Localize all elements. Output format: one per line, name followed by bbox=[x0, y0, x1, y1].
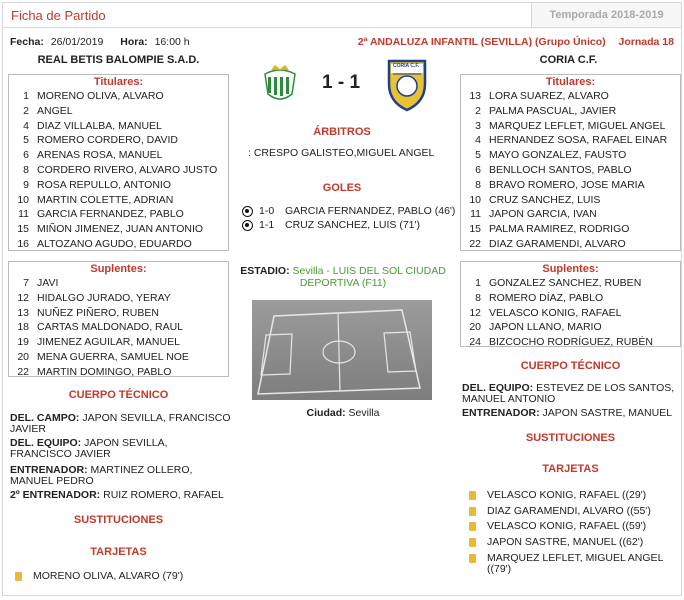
card-text: DIAZ GARAMENDI, ALVARO ((55') bbox=[487, 504, 651, 517]
player-number: 13 bbox=[17, 306, 29, 319]
player-name[interactable]: MARTIN COLETTE, ADRIAN bbox=[37, 193, 174, 206]
away-staff-entry bbox=[462, 408, 684, 419]
staff-name: JAPON SEVILLA, FRANCISCO JAVIER bbox=[10, 412, 231, 435]
page-title: Ficha de Partido bbox=[11, 8, 106, 23]
home-starter-player-row[interactable] bbox=[9, 163, 228, 178]
home-staff-entry bbox=[10, 438, 232, 460]
away-sub-player-row[interactable] bbox=[461, 306, 680, 321]
player-name[interactable]: BIZCOCHO RODRÍGUEZ, RUBÉN bbox=[489, 336, 653, 349]
player-name[interactable]: JAPON LLANO, MARIO bbox=[489, 321, 602, 334]
home-substitutions-heading: SUSTITUCIONES bbox=[73, 514, 164, 526]
away-starter-player-row[interactable] bbox=[461, 237, 680, 252]
away-staff-entry bbox=[462, 383, 677, 405]
home-sub-player-row[interactable] bbox=[9, 320, 228, 335]
date-label: Fecha: bbox=[10, 36, 44, 48]
player-name[interactable]: DIAZ VILLALBA, MANUEL bbox=[37, 119, 162, 132]
home-starter-player-row[interactable] bbox=[9, 193, 228, 208]
staff-name: JAPON SASTRE, MANUEL bbox=[542, 407, 673, 419]
football-icon bbox=[242, 206, 253, 217]
away-starter-player-row[interactable] bbox=[461, 193, 680, 208]
home-starters-title: Titulares: bbox=[93, 76, 144, 88]
away-substitutions-heading: SUSTITUCIONES bbox=[525, 432, 616, 444]
away-starter-player-row[interactable] bbox=[461, 89, 680, 104]
away-sub-player-row[interactable] bbox=[461, 276, 680, 291]
match-date-time bbox=[10, 36, 190, 48]
away-subs-list bbox=[461, 276, 680, 350]
player-number: 6 bbox=[475, 163, 481, 176]
player-number: 20 bbox=[17, 350, 29, 363]
home-card-item bbox=[15, 571, 183, 582]
yellow-card-icon bbox=[469, 507, 476, 516]
away-subs-title: Suplentes: bbox=[542, 263, 599, 275]
player-number: 8 bbox=[475, 291, 481, 304]
goals-heading: GOLES bbox=[322, 182, 362, 194]
stadium-name[interactable]: Sevilla - LUIS DEL SOL CIUDAD DEPORTIVA (F11) bbox=[292, 265, 446, 289]
player-name[interactable]: MENA GUERRA, SAMUEL NOE bbox=[37, 350, 189, 363]
yellow-card-icon bbox=[15, 572, 22, 581]
player-number: 4 bbox=[475, 134, 481, 147]
season-tab[interactable]: Temporada 2018-2019 bbox=[531, 3, 681, 27]
city-info bbox=[240, 407, 446, 419]
player-name[interactable]: GARCIA FERNANDEZ, PABLO bbox=[37, 208, 184, 221]
player-name[interactable]: ARENAS ROSA, MANUEL bbox=[37, 149, 163, 162]
player-name[interactable]: GONZALEZ SANCHEZ, RUBEN bbox=[489, 277, 642, 289]
staff-role: DEL. EQUIPO: bbox=[10, 437, 82, 449]
player-name[interactable]: JAVI bbox=[37, 277, 59, 289]
staff-role: ENTRENADOR: bbox=[10, 464, 88, 476]
away-starters-title: Titulares: bbox=[545, 76, 596, 88]
home-subs-title: Suplentes: bbox=[90, 263, 147, 275]
player-name[interactable]: ALTOZANO AGUDO, EDUARDO bbox=[37, 237, 192, 250]
player-number: 3 bbox=[475, 119, 481, 132]
football-pitch-icon bbox=[252, 300, 432, 400]
home-starter-player-row[interactable] bbox=[9, 104, 228, 119]
away-starter-player-row[interactable] bbox=[461, 119, 680, 134]
yellow-card-icon bbox=[469, 538, 476, 547]
player-number: 8 bbox=[23, 163, 29, 176]
card-text: MORENO OLIVA, ALVARO (79') bbox=[33, 570, 184, 582]
player-number: 2 bbox=[23, 104, 29, 117]
player-number: 16 bbox=[17, 237, 29, 250]
goal-scorer: CRUZ SANCHEZ, LUIS (71') bbox=[285, 219, 421, 231]
player-number: 11 bbox=[470, 208, 481, 221]
away-team-name[interactable]: CORIA C.F. bbox=[539, 54, 598, 66]
home-badge[interactable] bbox=[259, 64, 301, 107]
player-number: 1 bbox=[475, 277, 481, 289]
player-number: 4 bbox=[23, 119, 29, 132]
yellow-card-icon bbox=[469, 491, 476, 500]
staff-role: DEL. EQUIPO: bbox=[462, 382, 534, 394]
home-cards-heading: TARJETAS bbox=[90, 546, 147, 558]
city-label: Ciudad: bbox=[306, 407, 346, 419]
player-name[interactable]: BRAVO ROMERO, JOSE MARIA bbox=[489, 178, 645, 191]
home-sub-player-row[interactable] bbox=[9, 291, 228, 306]
away-starters-list bbox=[461, 89, 680, 252]
home-starter-player-row[interactable] bbox=[9, 237, 228, 252]
player-name[interactable]: MIÑON JIMENEZ, JUAN ANTONIO bbox=[37, 223, 204, 236]
player-name[interactable]: MAYO GONZALEZ, FAUSTO bbox=[489, 149, 627, 162]
player-number: 5 bbox=[23, 134, 29, 147]
staff-role: 2º ENTRENADOR: bbox=[10, 489, 101, 501]
player-name[interactable]: JAPON GARCIA, IVAN bbox=[489, 208, 597, 221]
goal-item bbox=[242, 205, 455, 218]
player-number: 10 bbox=[17, 193, 29, 206]
player-name[interactable]: JIMENEZ AGUILAR, MANUEL bbox=[37, 336, 180, 349]
goal-score: 1-0 bbox=[259, 205, 275, 217]
away-sub-player-row[interactable] bbox=[461, 320, 680, 335]
away-starter-player-row[interactable] bbox=[461, 163, 680, 178]
home-starter-player-row[interactable] bbox=[9, 133, 228, 148]
away-badge-text: CORIA C.F. bbox=[393, 63, 420, 69]
date-value: 26/01/2019 bbox=[50, 36, 104, 48]
stadium-label: ESTADIO: bbox=[240, 265, 290, 277]
staff-role: DEL. CAMPO: bbox=[10, 412, 80, 424]
player-number: 20 bbox=[469, 321, 481, 334]
player-name[interactable]: DIAZ GARAMENDI, ALVARO bbox=[489, 237, 626, 250]
player-number: 24 bbox=[469, 336, 481, 349]
away-staff-heading: CUERPO TÉCNICO bbox=[520, 360, 621, 372]
player-name[interactable]: LORA SUAREZ, ALVARO bbox=[489, 90, 609, 102]
away-starter-player-row[interactable] bbox=[461, 207, 680, 222]
player-name[interactable]: ANGEL bbox=[37, 104, 73, 117]
title-bar bbox=[3, 3, 681, 28]
player-number: 7 bbox=[23, 277, 29, 289]
home-sub-player-row[interactable] bbox=[9, 335, 228, 350]
player-name[interactable]: NUÑEZ PIÑERO, RUBEN bbox=[37, 306, 159, 319]
home-staff-heading: CUERPO TÉCNICO bbox=[68, 389, 169, 401]
yellow-card-icon bbox=[469, 522, 476, 531]
staff-name: MARTINEZ OLLERO, MANUEL PEDRO bbox=[10, 464, 193, 487]
staff-name: RUIZ ROMERO, RAFAEL bbox=[103, 489, 224, 501]
competition-info bbox=[358, 36, 674, 48]
home-staff-entry bbox=[10, 490, 232, 501]
home-subs-list bbox=[9, 276, 228, 380]
referees-heading: ÁRBITROS bbox=[313, 126, 371, 138]
card-text: VELASCO KONIG, RAFAEL ((59') bbox=[487, 520, 647, 533]
player-name[interactable]: CORDERO RIVERO, ALVARO JUSTO bbox=[37, 163, 218, 176]
home-sub-player-row[interactable] bbox=[9, 350, 228, 365]
away-starter-player-row[interactable] bbox=[461, 222, 680, 237]
player-number: 22 bbox=[17, 365, 29, 378]
away-card-item bbox=[469, 521, 679, 532]
home-starter-player-row[interactable] bbox=[9, 222, 228, 237]
player-name[interactable]: PALMA RAMIREZ, RODRIGO bbox=[489, 223, 630, 236]
player-number: 2 bbox=[475, 104, 481, 117]
home-starter-player-row[interactable] bbox=[9, 89, 228, 104]
away-cards-heading: TARJETAS bbox=[542, 463, 599, 475]
time-value: 16:00 h bbox=[154, 36, 190, 48]
player-number: 9 bbox=[23, 178, 29, 191]
away-card-item bbox=[469, 506, 679, 517]
player-name[interactable]: PALMA PASCUAL, JAVIER bbox=[489, 104, 617, 117]
player-name[interactable]: HIDALGO JURADO, YERAY bbox=[37, 291, 171, 304]
goal-score: 1-1 bbox=[259, 219, 275, 231]
away-card-item bbox=[469, 490, 679, 501]
away-starter-player-row[interactable] bbox=[461, 178, 680, 193]
player-name[interactable]: ROSA REPULLO, ANTONIO bbox=[37, 178, 172, 191]
home-starters-list bbox=[9, 89, 228, 252]
player-number: 12 bbox=[469, 306, 481, 319]
player-number: 15 bbox=[469, 223, 481, 236]
player-number: 19 bbox=[17, 336, 29, 349]
away-sub-player-row[interactable] bbox=[461, 291, 680, 306]
card-text: VELASCO KONIG, RAFAEL ((29') bbox=[487, 489, 647, 501]
player-name[interactable]: VELASCO KONIG, RAFAEL bbox=[489, 306, 622, 319]
yellow-card-icon bbox=[469, 554, 476, 563]
player-name[interactable]: MARTIN DOMINGO, PABLO bbox=[37, 365, 172, 378]
away-card-item bbox=[469, 537, 679, 548]
player-number: 22 bbox=[469, 237, 481, 250]
home-staff-entry bbox=[10, 465, 215, 487]
player-number: 18 bbox=[17, 321, 29, 334]
pitch-image bbox=[252, 300, 432, 400]
time-label: Hora: bbox=[120, 36, 148, 48]
staff-name: JAPON SEVILLA, FRANCISCO JAVIER bbox=[10, 437, 168, 460]
round: Jornada 18 bbox=[618, 36, 674, 48]
referee-name: : CRESPO GALISTEO,MIGUEL ANGEL bbox=[248, 147, 435, 159]
player-number: 1 bbox=[23, 90, 29, 102]
player-number: 10 bbox=[469, 193, 481, 206]
away-starter-player-row[interactable] bbox=[461, 148, 680, 163]
player-number: 15 bbox=[17, 223, 29, 236]
player-name[interactable]: BENLLOCH SANTOS, PABLO bbox=[489, 163, 632, 176]
competition[interactable]: 2ª ANDALUZA INFANTIL (SEVILLA) (Grupo Único) bbox=[357, 36, 606, 48]
away-badge[interactable] bbox=[384, 58, 430, 115]
goal-scorer: GARCIA FERNANDEZ, PABLO (46') bbox=[285, 205, 456, 217]
player-name[interactable]: ROMERO CORDERO, DAVID bbox=[37, 134, 178, 147]
player-number: 6 bbox=[23, 149, 29, 162]
home-starter-player-row[interactable] bbox=[9, 178, 228, 193]
player-number: 12 bbox=[17, 291, 29, 304]
away-starter-player-row[interactable] bbox=[461, 133, 680, 148]
stadium-info bbox=[240, 265, 446, 289]
player-number: 8 bbox=[475, 178, 481, 191]
player-number: 13 bbox=[469, 90, 481, 102]
away-starters-box bbox=[460, 74, 681, 251]
player-name[interactable]: MARQUEZ LEFLET, MIGUEL ANGEL bbox=[489, 119, 666, 132]
home-staff-entry bbox=[10, 413, 232, 435]
card-text: MARQUEZ LEFLET, MIGUEL ANGEL ((79') bbox=[487, 551, 664, 575]
card-text: JAPON SASTRE, MANUEL ((62') bbox=[487, 536, 644, 549]
home-team-name[interactable]: REAL BETIS BALOMPIE S.A.D. bbox=[37, 54, 200, 66]
away-sub-player-row[interactable] bbox=[461, 335, 680, 350]
score: 1 - 1 bbox=[322, 72, 361, 93]
player-name[interactable]: CARTAS MALDONADO, RAUL bbox=[37, 321, 184, 334]
home-starters-box bbox=[8, 74, 229, 251]
player-number: 11 bbox=[18, 208, 29, 221]
player-name[interactable]: ROMERO DÍAZ, PABLO bbox=[489, 291, 604, 304]
home-sub-player-row[interactable] bbox=[9, 306, 228, 321]
home-sub-player-row[interactable] bbox=[9, 276, 228, 291]
player-name[interactable]: CRUZ SANCHEZ, LUIS bbox=[489, 193, 601, 206]
football-icon bbox=[242, 220, 253, 231]
goal-item bbox=[242, 219, 420, 232]
player-name[interactable]: HERNANDEZ SOSA, RAFAEL EINAR bbox=[489, 134, 668, 147]
city-name: Sevilla bbox=[348, 407, 380, 419]
home-starter-player-row[interactable] bbox=[9, 119, 228, 134]
player-name[interactable]: MORENO OLIVA, ALVARO bbox=[37, 90, 164, 102]
home-starter-player-row[interactable] bbox=[9, 207, 228, 222]
betis-crest-icon bbox=[259, 64, 301, 104]
staff-role: ENTRENADOR: bbox=[462, 407, 540, 419]
home-subs-box bbox=[8, 261, 229, 377]
away-card-item bbox=[469, 553, 679, 575]
home-starter-player-row[interactable] bbox=[9, 148, 228, 163]
away-starter-player-row[interactable] bbox=[461, 104, 680, 119]
staff-name: ESTEVEZ DE LOS SANTOS, MANUEL ANTONIO bbox=[462, 382, 675, 405]
away-subs-box bbox=[460, 261, 681, 347]
player-number: 5 bbox=[475, 149, 481, 162]
home-sub-player-row[interactable] bbox=[9, 365, 228, 380]
